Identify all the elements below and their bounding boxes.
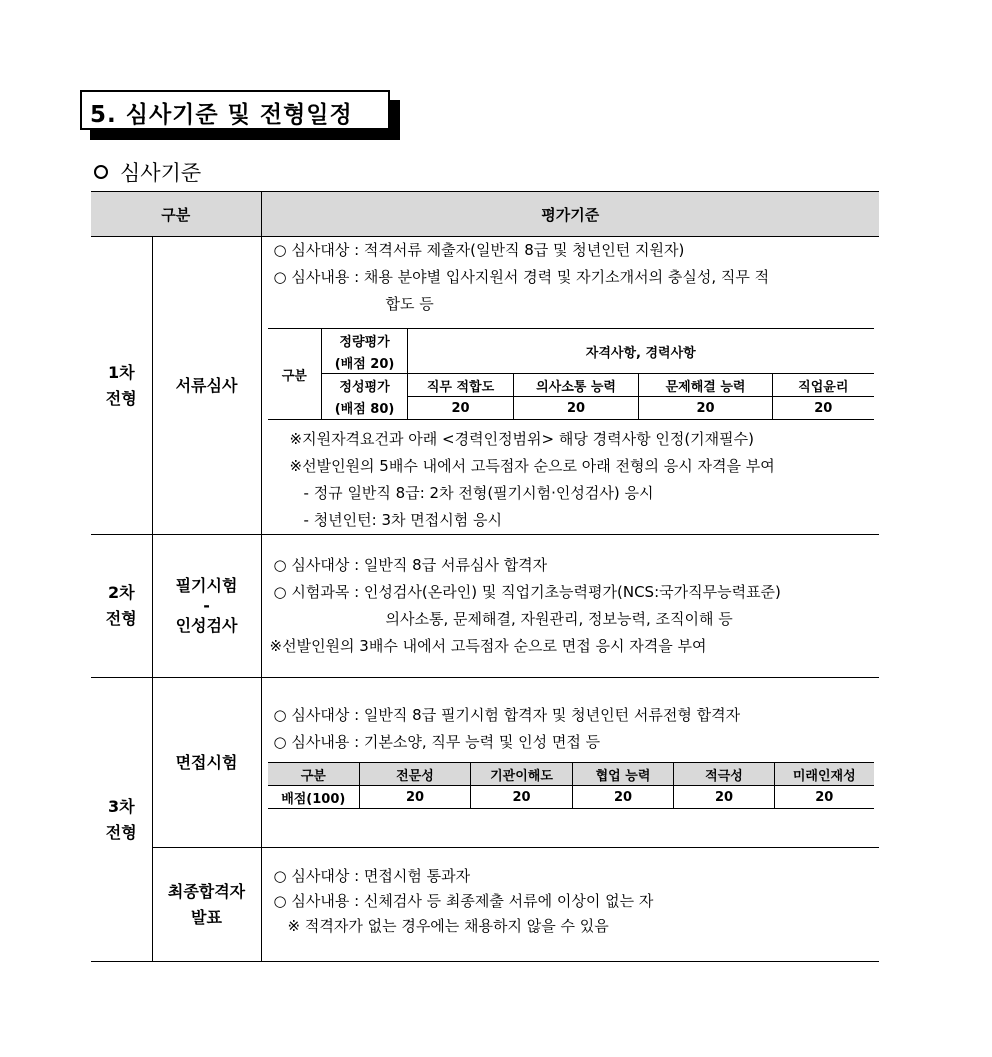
criteria-table [91, 191, 879, 962]
stage1-note: ※지원자격요건과 아래 <경력인정범위> 해당 경력사항 인정(기재필수) [289, 430, 754, 448]
scoring-value: 20 [573, 786, 674, 809]
stage2-line: ○ 심사대상 : 일반직 8급 서류심사 합격자 [273, 556, 548, 574]
stage2-criteria [261, 535, 879, 678]
quant-score: (배점 20) [322, 351, 408, 374]
scoring-value: 20 [674, 786, 775, 809]
stage2-line: ○ 시험과목 : 인성검사(온라인) 및 직업기초능력평가(NCS:국가직무능력표준) [273, 583, 781, 601]
qual-item: 문제해결 능력 [639, 374, 773, 397]
qual-label: 정성평가 [322, 374, 408, 397]
header-criteria: 평가기준 [261, 192, 879, 237]
section-title-box [80, 90, 390, 130]
scoring-header: 협업 능력 [573, 763, 674, 786]
stage1-line: ○ 심사대상 : 적격서류 제출자(일반직 8급 및 청년인턴 지원자) [273, 241, 685, 259]
stage1-line: ○ 심사내용 : 채용 분야별 입사지원서 경력 및 자기소개서의 충실성, 직무 적 [273, 268, 770, 286]
quant-label: 정량평가 [322, 329, 408, 352]
stage2-row [91, 535, 879, 678]
scoring-header: 구분 [268, 763, 360, 786]
scoring-header: 적극성 [674, 763, 775, 786]
stage3-label: 3차 전형 [91, 678, 152, 962]
stage3-final-row [91, 848, 879, 962]
qual-item: 직업윤리 [773, 374, 874, 397]
scoring-value: 20 [471, 786, 573, 809]
subsection-title: 심사기준 [120, 161, 202, 185]
stage3-line: ○ 심사내용 : 기본소양, 직무 능력 및 인성 면접 등 [273, 733, 601, 751]
table-header-row [91, 192, 879, 237]
stage3-interview-criteria [261, 678, 879, 848]
scoring-row-label: 배점(100) [268, 786, 360, 809]
stage1-line: 합도 등 [385, 295, 434, 313]
stage1-row [91, 237, 879, 535]
stage3-interview-row [91, 678, 879, 848]
qual-item-score: 20 [408, 397, 514, 420]
scoring-label: 구분 [268, 329, 322, 420]
quant-title: 자격사항, 경력사항 [408, 329, 874, 374]
scoring-header: 미래인재성 [775, 763, 874, 786]
stage2-note: ※선발인원의 3배수 내에서 고득점자 순으로 면접 응시 자격을 부여 [269, 637, 707, 655]
scoring-header: 전문성 [360, 763, 471, 786]
subsection-heading [94, 157, 201, 187]
final-line: ○ 심사내용 : 신체검사 등 최종제출 서류에 이상이 없는 자 [273, 892, 654, 910]
stage3-interview-category: 면접시험 [152, 678, 261, 848]
scoring-value: 20 [360, 786, 471, 809]
header-category: 구분 [91, 192, 261, 237]
section-title: 5. 심사기준 및 전형일정 [90, 102, 353, 128]
stage1-label: 1차 전형 [91, 237, 152, 535]
stage2-line: 의사소통, 문제해결, 자원관리, 정보능력, 조직이해 등 [385, 610, 733, 628]
scoring-value: 20 [775, 786, 874, 809]
stage3-line: ○ 심사대상 : 일반직 8급 필기시험 합격자 및 청년인턴 서류전형 합격자 [273, 706, 741, 724]
stage1-criteria [261, 237, 879, 535]
stage1-note: - 청년인턴: 3차 면접시험 응시 [303, 511, 502, 529]
final-line: ○ 심사대상 : 면접시험 통과자 [273, 867, 471, 885]
qual-item-score: 20 [639, 397, 773, 420]
stage3-final-criteria [261, 848, 879, 962]
scoring-header: 기관이해도 [471, 763, 573, 786]
qual-item-score: 20 [773, 397, 874, 420]
stage1-note: - 정규 일반직 8급: 2차 전형(필기시험·인성검사) 응시 [303, 484, 654, 502]
stage1-note: ※선발인원의 5배수 내에서 고득점자 순으로 아래 전형의 응시 자격을 부여 [289, 457, 775, 475]
qual-item: 의사소통 능력 [514, 374, 639, 397]
qual-score: (배점 80) [322, 397, 408, 420]
qual-item: 직무 적합도 [408, 374, 514, 397]
final-note: ※ 적격자가 없는 경우에는 채용하지 않을 수 있음 [287, 917, 609, 935]
stage3-final-category: 최종합격자 발표 [152, 848, 261, 962]
circle-bullet-icon [94, 165, 108, 179]
stage1-scoring-table [268, 328, 874, 420]
stage2-label: 2차 전형 [91, 535, 152, 678]
stage3-scoring-table [268, 762, 874, 809]
qual-item-score: 20 [514, 397, 639, 420]
stage1-category: 서류심사 [152, 237, 261, 535]
stage2-category: 필기시험 - 인성검사 [152, 535, 261, 678]
